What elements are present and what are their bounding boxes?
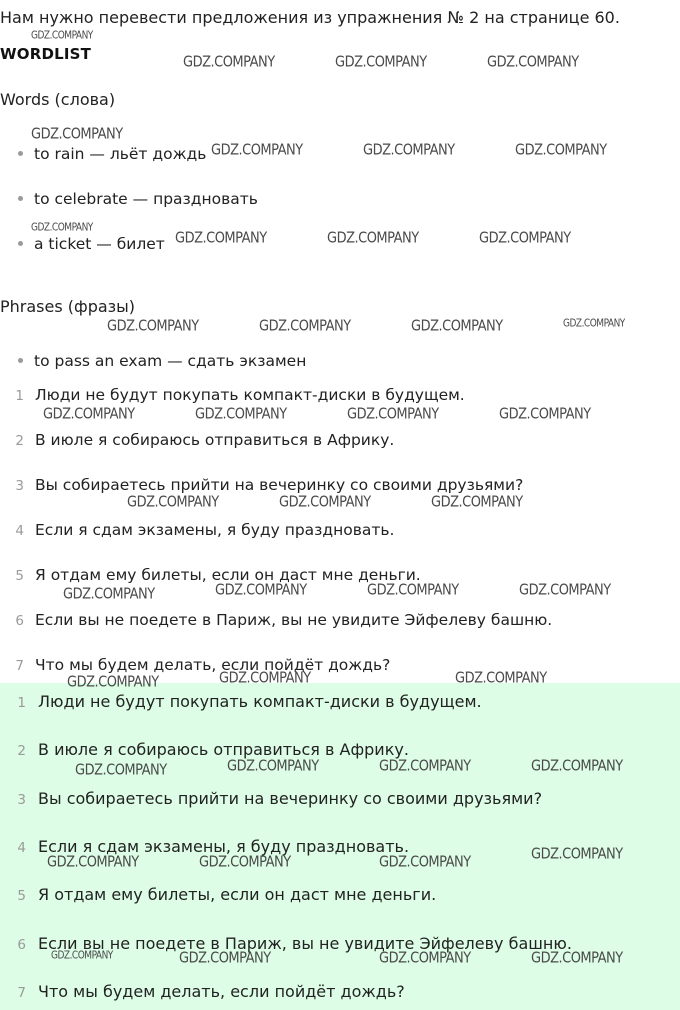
sentence-text: Люди не будут покупать компакт-диски в будущем. [35,386,465,404]
watermark: GDZ.COMPANY [107,317,199,336]
intro-text: Нам нужно перевести предложения из упражнения № 2 на странице 60. [0,8,620,27]
sentence-item [0,656,390,674]
watermark: GDZ.COMPANY [379,949,471,968]
answer-number: 2 [17,743,26,759]
watermark: GDZ.COMPANY [411,317,503,336]
sentence-item [0,521,394,539]
bullet-icon [18,358,23,363]
word-item [18,190,258,208]
watermark: GDZ.COMPANY [67,673,159,692]
answer-text: Если вы не поедете в Париж, вы не увидите Эйфелеву башню. [38,934,572,953]
sentence-text: Вы собираетесь прийти на вечеринку со своими друзьями? [35,476,524,494]
watermark: GDZ.COMPANY [279,493,371,512]
bullet-icon [18,196,23,201]
answer-text: Что мы будем делать, если пойдёт дождь? [38,982,405,1001]
sentence-item [0,386,465,404]
watermark: GDZ.COMPANY [127,493,219,512]
watermark: GDZ.COMPANY [347,405,439,424]
answer-number: 4 [17,840,26,856]
sentence-text: Я отдам ему билеты, если он даст мне деньги. [35,566,421,584]
watermark: GDZ.COMPANY [519,581,611,600]
watermark: GDZ.COMPANY [367,581,459,600]
answer-item [0,982,405,1001]
answer-item [0,789,542,808]
sentence-text: Если вы не поедете в Париж, вы не увидите Эйфелеву башню. [35,611,553,629]
sentence-text: В июле я собираюсь отправиться в Африку. [35,431,395,449]
sentence-item [0,611,552,629]
watermark: GDZ.COMPANY [211,141,303,160]
watermark: GDZ.COMPANY [455,669,547,688]
sentence-number: 5 [15,568,24,584]
watermark: GDZ.COMPANY [379,853,471,872]
answer-text: В июле я собираюсь отправиться в Африку. [38,740,409,759]
sentence-number: 4 [15,523,24,539]
phrase-text: to pass an exam — сдать экзамен [34,352,307,370]
watermark: GDZ.COMPANY [31,125,123,144]
word-text: to rain — льёт дождь [34,145,207,163]
watermark: GDZ.COMPANY [215,581,307,600]
watermark: GDZ.COMPANY [563,318,625,330]
answer-number: 7 [17,985,26,1001]
phrases-heading: Phrases (фразы) [0,297,136,316]
answer-text: Вы собираетесь прийти на вечеринку со своими друзьями? [38,789,543,808]
sentence-text: Если я сдам экзамены, я буду праздновать. [35,521,395,539]
sentence-number: 1 [15,388,24,404]
wordlist-label: WORDLIST [0,45,92,63]
words-heading: Words (слова) [0,90,116,109]
watermark: GDZ.COMPANY [327,229,419,248]
watermark: GDZ.COMPANY [379,757,471,776]
watermark: GDZ.COMPANY [179,949,271,968]
phrase-item [18,352,306,370]
watermark: GDZ.COMPANY [259,317,351,336]
watermark: GDZ.COMPANY [515,141,607,160]
watermark: GDZ.COMPANY [431,493,523,512]
answer-number: 3 [17,792,26,808]
word-item [18,235,165,253]
bullet-icon [18,151,23,156]
watermark: GDZ.COMPANY [335,53,427,72]
answer-item [0,740,409,759]
answer-text: Я отдам ему билеты, если он даст мне деньги. [38,885,437,904]
watermark: GDZ.COMPANY [499,405,591,424]
watermark: GDZ.COMPANY [531,845,623,864]
watermark: GDZ.COMPANY [47,853,139,872]
watermark: GDZ.COMPANY [531,949,623,968]
watermark: GDZ.COMPANY [175,229,267,248]
watermark: GDZ.COMPANY [43,405,135,424]
watermark: GDZ.COMPANY [51,950,113,962]
answer-item [0,885,436,904]
watermark: GDZ.COMPANY [183,53,275,72]
word-text: a ticket — билет [34,235,165,253]
sentence-item [0,431,394,449]
answer-number: 5 [17,888,26,904]
watermark: GDZ.COMPANY [227,757,319,776]
answer-number: 1 [17,695,26,711]
sentence-number: 3 [15,478,24,494]
sentence-item [0,476,523,494]
word-item [18,145,206,163]
watermark: GDZ.COMPANY [31,30,93,42]
watermark: GDZ.COMPANY [531,757,623,776]
word-text: to celebrate — празднoвать [34,190,258,208]
answer-text: Если я сдам экзамены, я буду праздновать. [38,837,410,856]
bullet-icon [18,241,23,246]
watermark: GDZ.COMPANY [31,222,93,234]
sentence-text: Что мы будем делать, если пойдёт дождь? [35,656,391,674]
sentence-number: 6 [15,613,24,629]
watermark: GDZ.COMPANY [487,53,579,72]
sentence-number: 7 [15,658,24,674]
watermark: GDZ.COMPANY [63,585,155,604]
answer-text: Люди не будут покупать компакт-диски в будущем. [38,692,482,711]
watermark: GDZ.COMPANY [363,141,455,160]
watermark: GDZ.COMPANY [479,229,571,248]
watermark: GDZ.COMPANY [75,761,167,780]
watermark: GDZ.COMPANY [195,405,287,424]
sentence-item [0,566,421,584]
answer-number: 6 [17,937,26,953]
watermark: GDZ.COMPANY [199,853,291,872]
answer-item [0,692,482,711]
sentence-number: 2 [15,433,24,449]
watermark: GDZ.COMPANY [219,669,311,688]
